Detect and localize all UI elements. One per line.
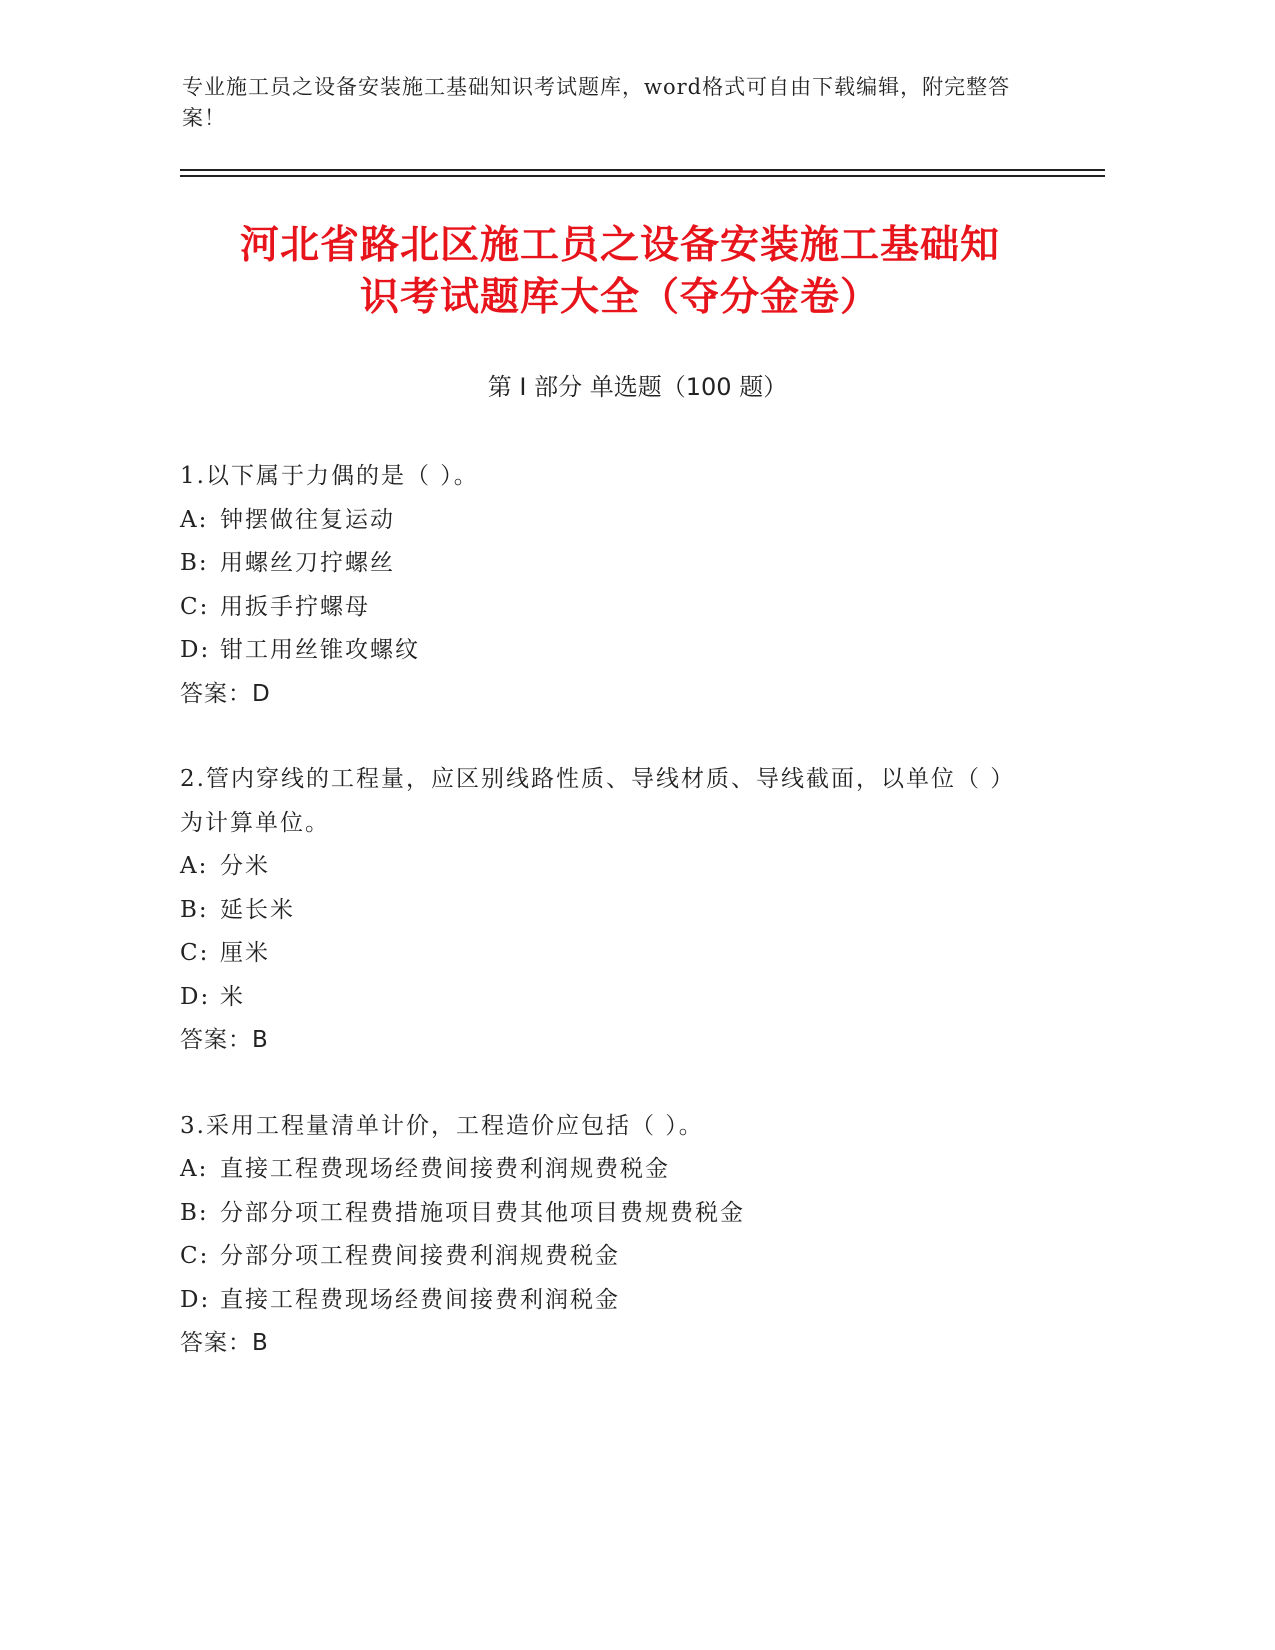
option-text: 厘米	[220, 940, 270, 966]
header-divider-bottom	[180, 175, 1105, 177]
option-label: A:	[180, 506, 209, 533]
option-b	[180, 1192, 1040, 1236]
question-stem: 3.采用工程量清单计价，工程造价应包括（ ）。	[180, 1112, 704, 1139]
option-text: 直接工程费现场经费间接费利润税金	[220, 1286, 620, 1313]
document-title-line-1: 河北省路北区施工员之设备安装施工基础知	[239, 223, 1000, 268]
question-1	[180, 455, 1040, 716]
option-a	[180, 499, 1040, 543]
option-text: 分部分项工程费措施项目费其他项目费规费税金	[220, 1199, 745, 1226]
option-text: 用扳手拧螺母	[220, 593, 370, 620]
document-title	[160, 220, 1080, 324]
option-c	[180, 586, 1040, 630]
option-label: A:	[180, 1156, 209, 1182]
option-a	[180, 845, 1040, 889]
option-c	[180, 1235, 1040, 1279]
option-label: B:	[180, 550, 209, 576]
option-label: C:	[180, 1243, 210, 1269]
option-b	[180, 542, 1040, 586]
option-text: 用螺丝刀拧螺丝	[220, 550, 395, 576]
question-list	[180, 455, 1040, 1408]
option-label: A:	[180, 853, 209, 879]
option-d	[180, 1279, 1040, 1323]
question-3	[180, 1105, 1040, 1366]
option-d	[180, 976, 1040, 1020]
document-title-line-2: 识考试题库大全（夺分金卷）	[359, 275, 880, 320]
header-divider-top	[180, 169, 1105, 171]
question-stem: 1.以下属于力偶的是（ ）。	[180, 463, 479, 489]
option-text: 钟摆做往复运动	[220, 506, 395, 533]
option-label: B:	[180, 1199, 209, 1226]
answer: 答案：B	[180, 1027, 269, 1053]
option-c	[180, 932, 1040, 976]
option-label: D:	[180, 637, 211, 663]
option-text: 分米	[220, 853, 270, 879]
option-text: 延长米	[220, 896, 295, 923]
answer: 答案：D	[180, 680, 271, 707]
question-stem: 2.管内穿线的工程量，应区别线路性质、导线材质、导线截面，以单位（ ）为计算单位。	[180, 766, 1016, 836]
option-label: D:	[180, 983, 211, 1010]
option-b	[180, 889, 1040, 933]
option-label: C:	[180, 940, 210, 966]
option-text: 分部分项工程费间接费利润规费税金	[220, 1243, 620, 1269]
header-note: 专业施工员之设备安装施工基础知识考试题库，word格式可自由下载编辑，附完整答案！	[182, 75, 1011, 130]
option-d	[180, 629, 1040, 673]
answer: 答案：B	[180, 1330, 269, 1356]
option-label: B:	[180, 896, 209, 923]
option-text: 直接工程费现场经费间接费利润规费税金	[220, 1156, 670, 1182]
section-title: 第 I 部分 单选题（100 题）	[487, 373, 788, 401]
option-text: 米	[220, 983, 245, 1010]
option-a	[180, 1148, 1040, 1192]
question-2	[180, 758, 1040, 1063]
option-text: 钳工用丝锥攻螺纹	[220, 637, 420, 663]
option-label: D:	[180, 1286, 211, 1313]
option-label: C:	[180, 593, 210, 620]
